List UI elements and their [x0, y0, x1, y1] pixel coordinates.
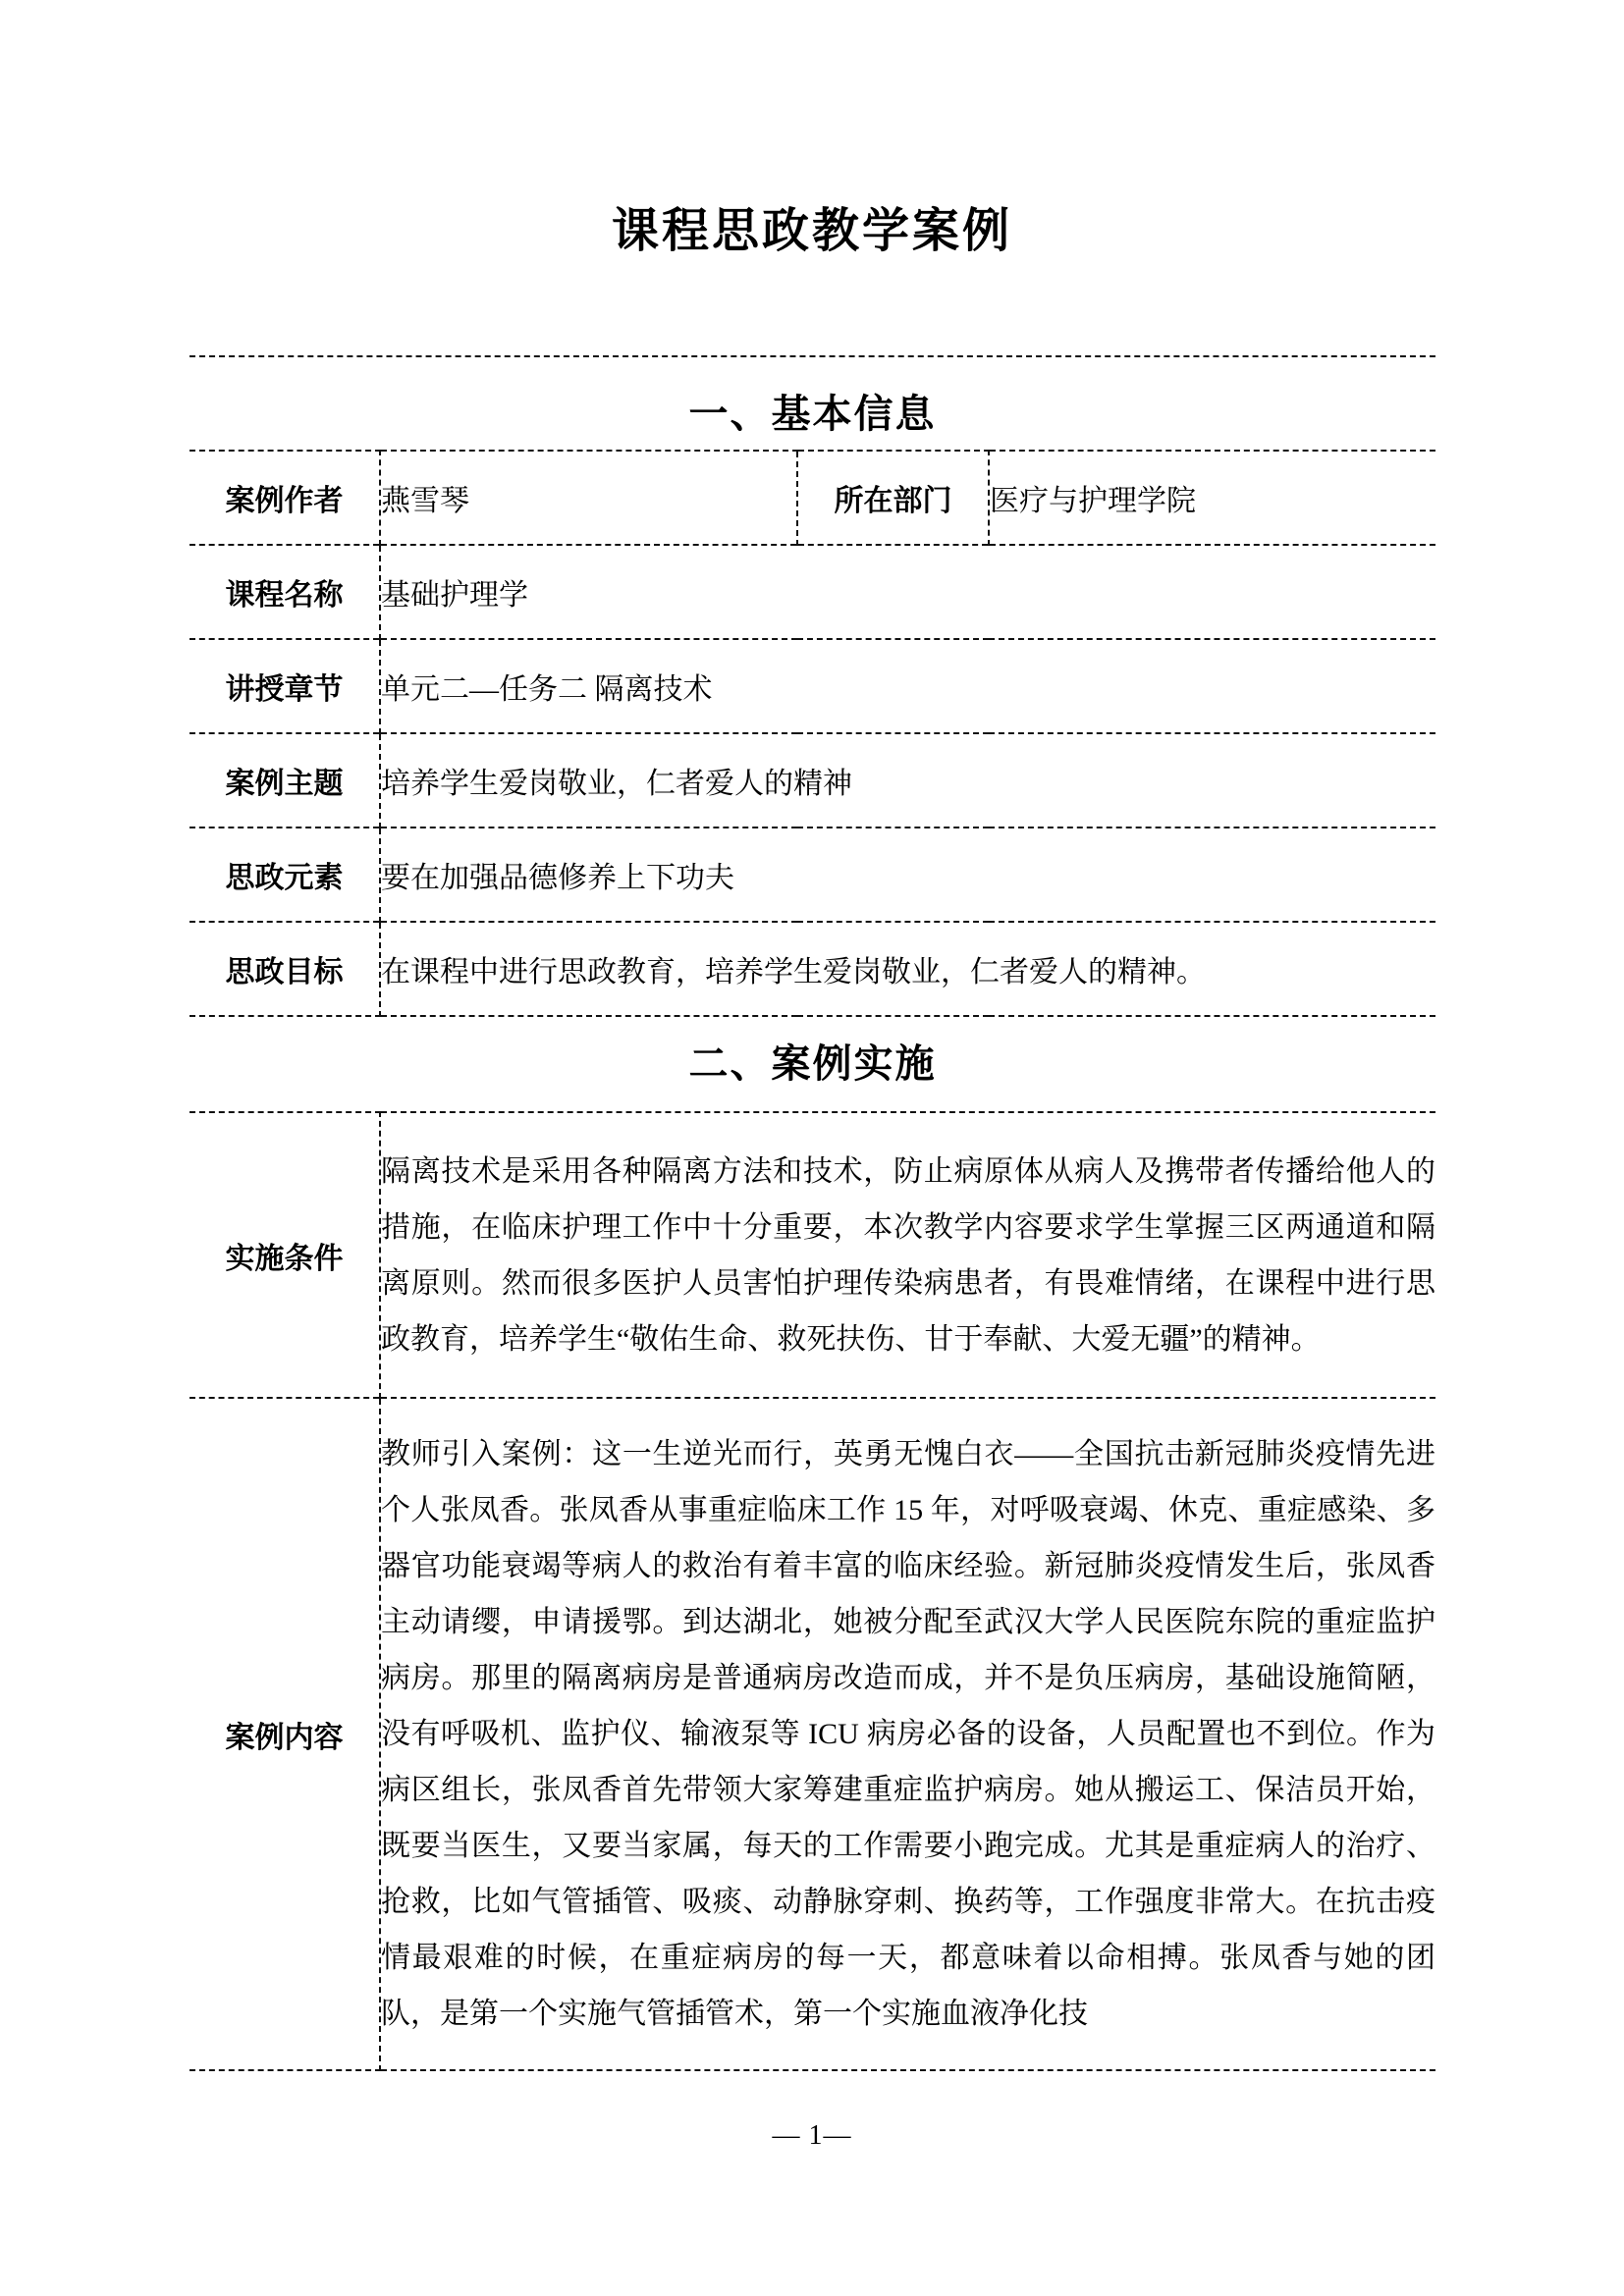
author-value: 燕雪琴 [380, 451, 797, 545]
table-row [189, 922, 1435, 1016]
implementation-table [189, 1111, 1435, 2071]
table-row [189, 1112, 1435, 1398]
chapter-value: 单元二—任务二 隔离技术 [380, 639, 1435, 733]
implementation-condition-label: 实施条件 [189, 1112, 380, 1398]
implementation-heading: 二、案例实施 [688, 1042, 937, 1086]
table-row [189, 1398, 1435, 2070]
table-row [189, 828, 1435, 922]
table-row [189, 639, 1435, 733]
table-row [189, 545, 1435, 639]
page-number: — 1— [772, 2120, 852, 2151]
case-theme-value: 培养学生爱岗敬业，仁者爱人的精神 [380, 733, 1435, 828]
document-title: 课程思政教学案例 [611, 205, 1012, 257]
ideology-goal-label: 思政目标 [189, 922, 380, 1016]
implementation-condition-text: 隔离技术是采用各种隔离方法和技术，防止病原体从病人及携带者传播给他人的措施，在临床护理工作中十分重要，本次教学内容要求学生掌握三区两通道和隔离原则。然而很多医护人员害怕护理传染病患者，有畏难情绪，在课程中进行思政教育，培养学生“敬佑生命、救死扶伤、甘于奉献、大爱无疆”的精神。 [380, 1112, 1435, 1398]
course-name-label: 课程名称 [189, 545, 380, 639]
basic-info-heading: 一、基本信息 [688, 393, 937, 436]
case-theme-label: 案例主题 [189, 733, 380, 828]
ideology-element-value: 要在加强品德修养上下功夫 [380, 828, 1435, 922]
chapter-label: 讲授章节 [189, 639, 380, 733]
ideology-element-label: 思政元素 [189, 828, 380, 922]
course-name-value: 基础护理学 [380, 545, 1435, 639]
department-label: 所在部门 [797, 451, 989, 545]
author-label: 案例作者 [189, 451, 380, 545]
case-content-text: 教师引入案例：这一生逆光而行，英勇无愧白衣——全国抗击新冠肺炎疫情先进个人张凤香。张凤香从事重症临床工作 15 年，对呼吸衰竭、休克、重症感染、多器官功能衰竭等病人的救治有着丰富的临床经验。新冠肺炎疫情发生后，张凤香主动请缨，申请援鄂。到达湖北，她被分配至武汉大学人民医院东院的重症监护病房。那里的隔离病房是普通病房改造而成，并不是负压病房，基础设施简陋，没有呼吸机、监护仪、输液泵等 ICU 病房必备的设备，人员配置也不到位。作为病区组长，张凤香首先带领大家筹建重症监护病房。她从搬运工、保洁员开始，既要当医生，又要当家属，每天的工作需要小跑完成。尤其是重症病人的治疗、抢救，比如气管插管、吸痰、动静脉穿刺、换药等，工作强度非常大。在抗击疫情最艰难的时候，在重症病房的每一天，都意味着以命相搏。张凤香与她的团队，是第一个实施气管插管术，第一个实施血液净化技 [380, 1398, 1435, 2070]
case-content-label: 案例内容 [189, 1398, 380, 2070]
table-row [189, 733, 1435, 828]
table-row [189, 451, 1435, 545]
department-value: 医疗与护理学院 [989, 451, 1435, 545]
ideology-goal-value: 在课程中进行思政教育，培养学生爱岗敬业，仁者爱人的精神。 [380, 922, 1435, 1016]
section-divider-line [189, 355, 1435, 357]
basic-info-table [189, 450, 1435, 1017]
